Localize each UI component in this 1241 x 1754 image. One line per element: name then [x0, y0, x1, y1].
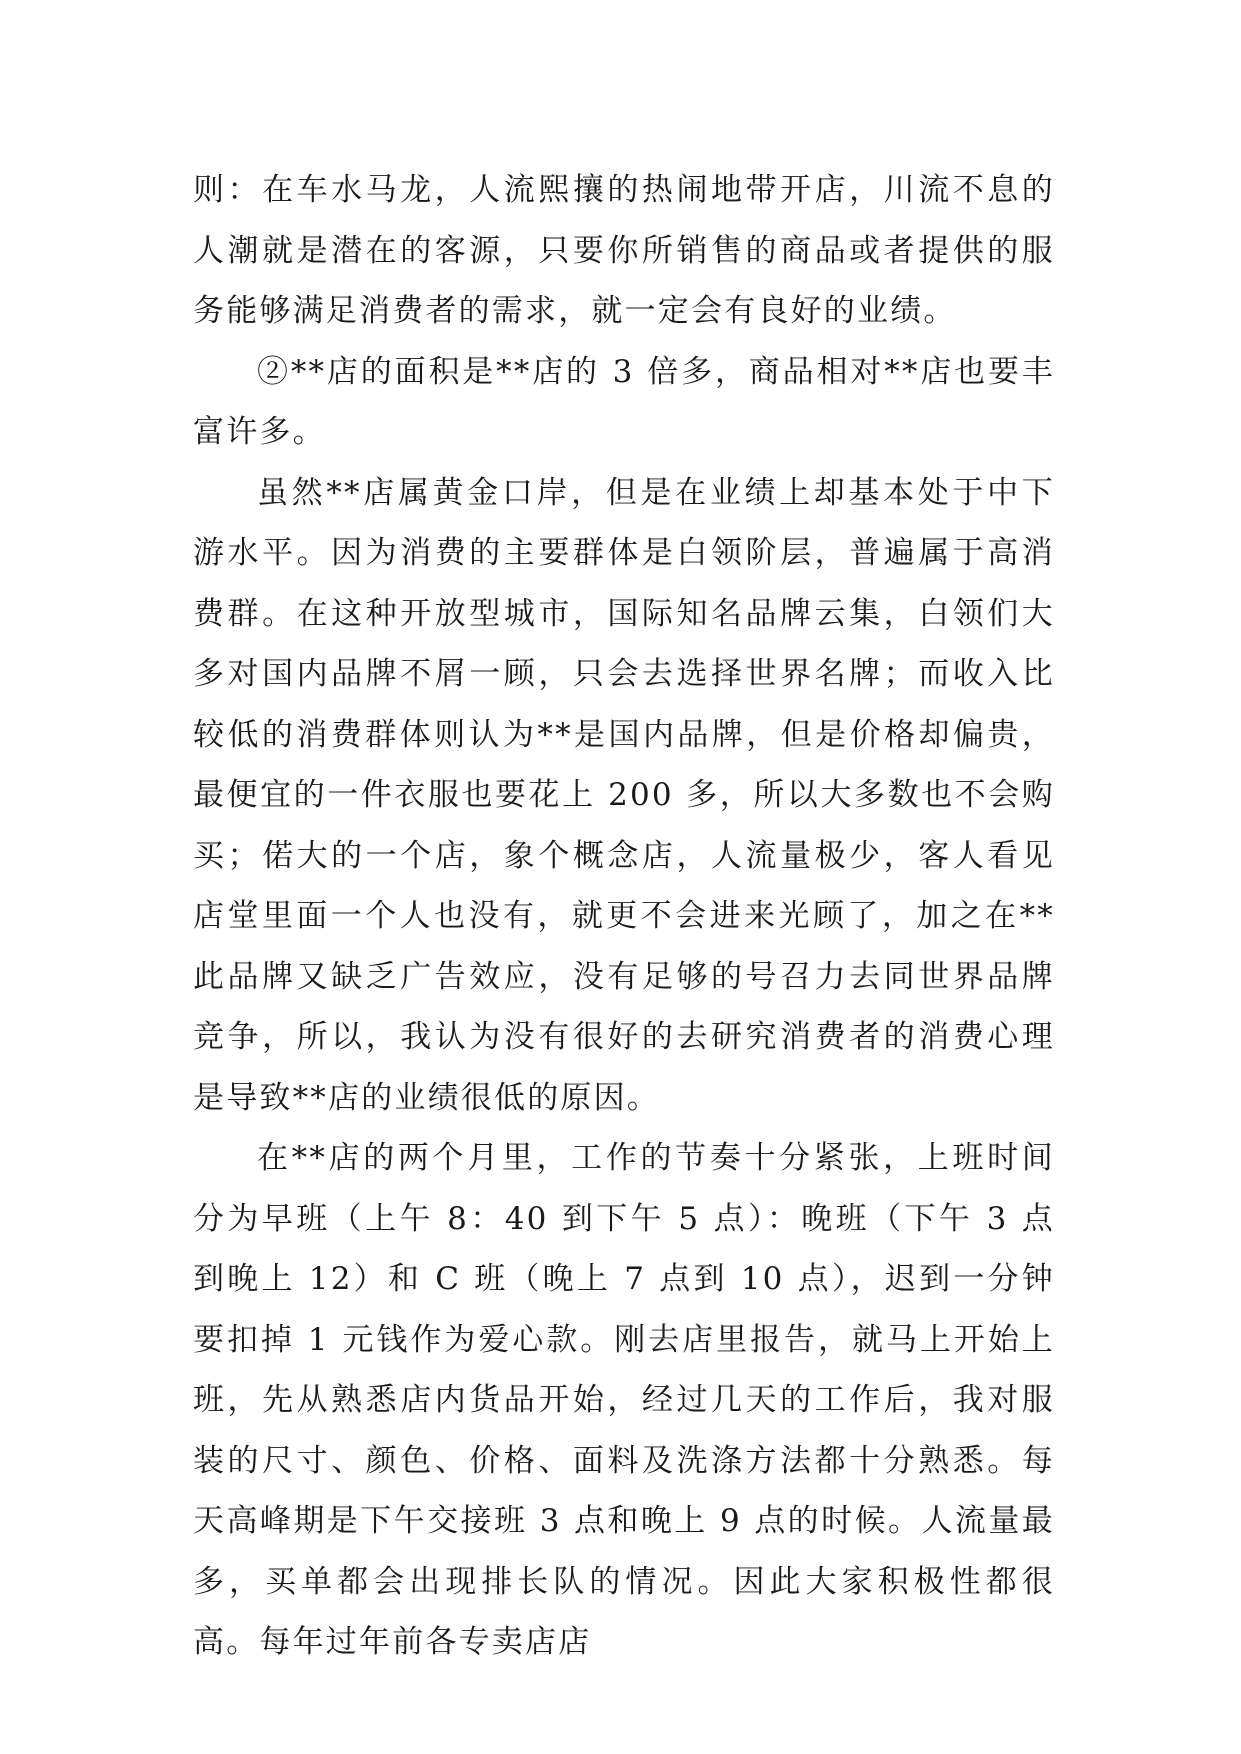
paragraph-work-schedule: 在**店的两个月里，工作的节奏十分紧张，上班时间分为早班（上午 8：40 到下午 5 点）：晚班（下午 3 点到晚上 12）和 C 班（晚上 7 点到 10 点），迟到一分钟要扣掉 1 元钱作为爱心款。刚去店里报告，就马上开始上班，先从熟悉店内货品开始，经过几天的工作后，我对服装的尺寸、颜色、价格、面料及洗涤方法都十分熟悉。每天高峰期是下午交接班 3 点和晚上 9 点的时候。人流量最多，买单都会出现排长队的情况。因此大家积极性都很高。每年过年前各专卖店店	[193, 1140, 1055, 1660]
paragraph-performance-analysis: 虽然**店属黄金口岸，但是在业绩上却基本处于中下游水平。因为消费的主要群体是白领阶层，普遍属于高消费群。在这种开放型城市，国际知名品牌云集，白领们大多对国内品牌不屑一顾，只会去选择世界名牌；而收入比较低的消费群体则认为**是国内品牌，但是价格却偏贵，最便宜的一件衣服也要花上 200 多，所以大多数也不会购买；偌大的一个店，象个概念店，人流量极少，客人看见店堂里面一个人也没有，就更不会进来光顾了，加之在**此品牌又缺乏广告效应，没有足够的号召力去同世界品牌竞争，所以，我认为没有很好的去研究消费者的消费心理是导致**店的业绩很低的原因。	[193, 474, 1055, 1116]
paragraph-continuation: 则：在车水马龙，人流熙攘的热闹地带开店，川流不息的人潮就是潜在的客源，只要你所销售的商品或者提供的服务能够满足消费者的需求，就一定会有良好的业绩。	[193, 172, 1055, 329]
document-body	[193, 160, 1055, 1673]
paragraph-store-area: ②**店的面积是**店的 3 倍多，商品相对**店也要丰富许多。	[193, 353, 1055, 450]
